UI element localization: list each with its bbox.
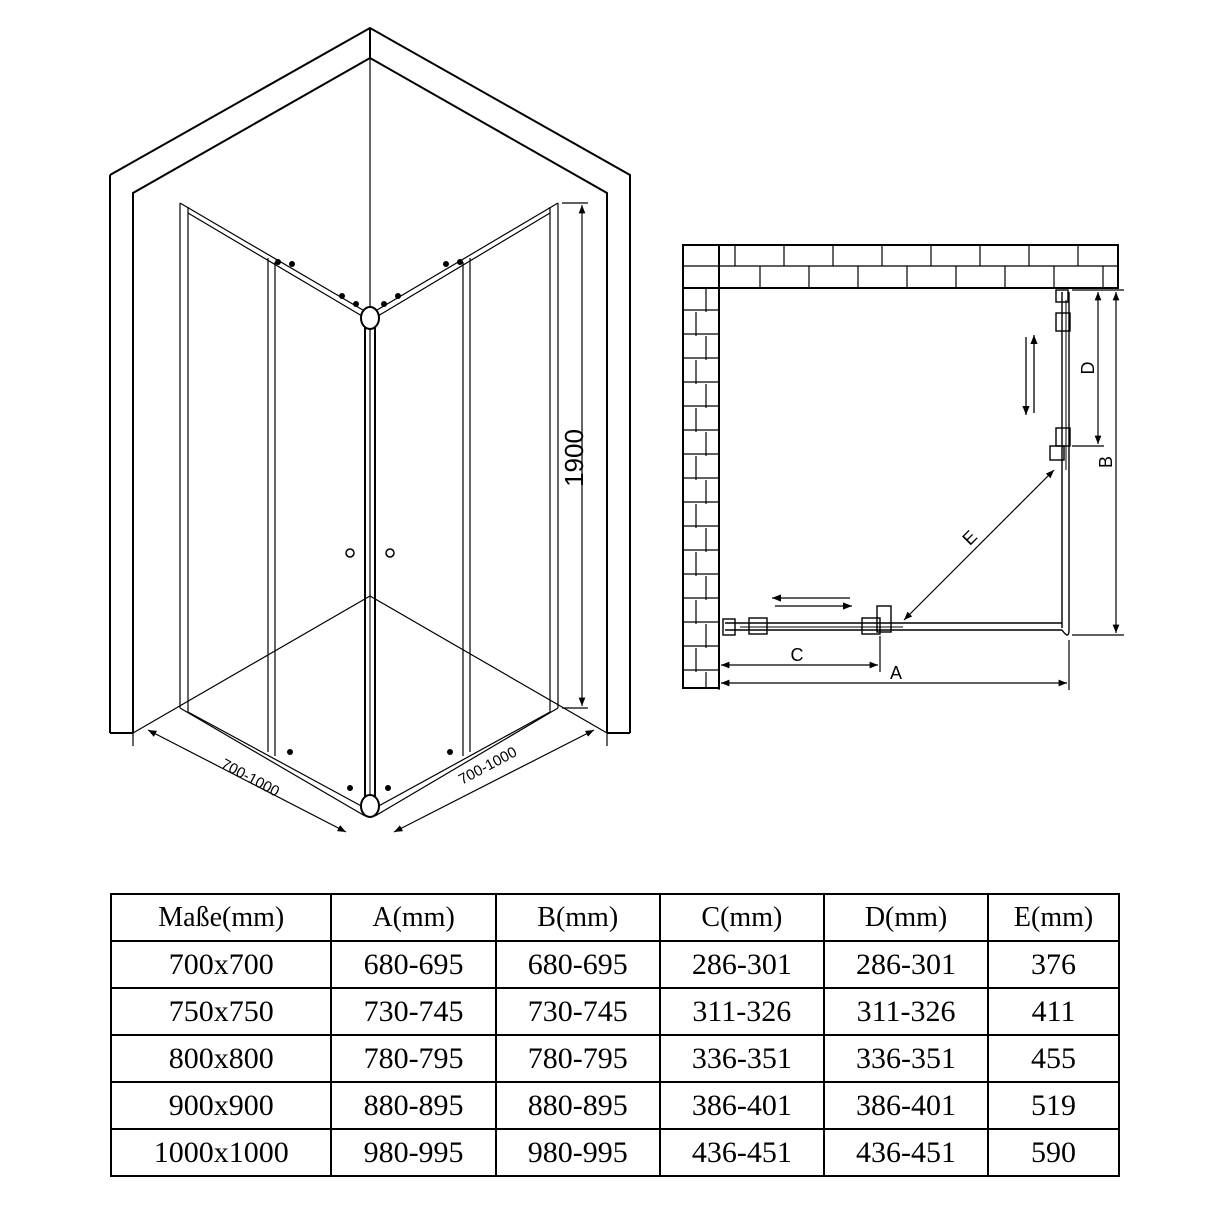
table-cell: 590 [988, 1129, 1119, 1176]
table-cell: 436-451 [660, 1129, 824, 1176]
table-cell: 311-326 [660, 988, 824, 1035]
iso-fittings [275, 259, 463, 791]
iso-corner-post [361, 307, 379, 817]
table-header-cell: A(mm) [331, 894, 495, 941]
table-row [111, 941, 1119, 988]
table-row [111, 1129, 1119, 1176]
table-cell: 376 [988, 941, 1119, 988]
table-cell: 286-301 [660, 941, 824, 988]
table-header-cell: Maße(mm) [111, 894, 331, 941]
iso-height-label: 1900 [559, 429, 589, 487]
dimension-table [110, 893, 1120, 1177]
plan-label-b: B [1096, 455, 1116, 469]
plan-enclosure [723, 290, 1070, 635]
table-cell: 336-351 [824, 1035, 988, 1082]
table-cell: 780-795 [331, 1035, 495, 1082]
table-cell: 750x750 [111, 988, 331, 1035]
plan-label-a: A [889, 663, 903, 683]
table-cell: 680-695 [331, 941, 495, 988]
table-header-row [111, 894, 1119, 941]
table-row [111, 988, 1119, 1035]
iso-right-width-label: 700-1000 [455, 743, 520, 789]
table-cell: 780-795 [496, 1035, 660, 1082]
table-cell: 336-351 [660, 1035, 824, 1082]
table-header-cell: D(mm) [824, 894, 988, 941]
table-cell: 386-401 [824, 1082, 988, 1129]
brick-joints [683, 245, 1103, 688]
table-cell: 455 [988, 1035, 1119, 1082]
plan-sliding-arrows [772, 335, 1034, 606]
table-cell: 700x700 [111, 941, 331, 988]
plan-brick-wall [683, 245, 1118, 688]
plan-view [683, 245, 1124, 690]
table-cell: 900x900 [111, 1082, 331, 1129]
table-cell: 980-995 [496, 1129, 660, 1176]
plan-label-c: C [790, 645, 804, 665]
table-cell: 730-745 [331, 988, 495, 1035]
table-cell: 519 [988, 1082, 1119, 1129]
table-cell: 411 [988, 988, 1119, 1035]
isometric-view [110, 28, 630, 832]
table-cell: 436-451 [824, 1129, 988, 1176]
table-header-cell: B(mm) [496, 894, 660, 941]
table-header-cell: E(mm) [988, 894, 1119, 941]
plan-label-d: D [1078, 361, 1098, 375]
table-cell: 680-695 [496, 941, 660, 988]
table-cell: 880-895 [331, 1082, 495, 1129]
table-header-cell: C(mm) [660, 894, 824, 941]
table-cell: 1000x1000 [111, 1129, 331, 1176]
table-cell: 880-895 [496, 1082, 660, 1129]
table-row [111, 1082, 1119, 1129]
plan-label-e: E [958, 526, 982, 550]
table-row [111, 1035, 1119, 1082]
table-cell: 386-401 [660, 1082, 824, 1129]
iso-left-width-label: 700-1000 [218, 755, 283, 801]
table-cell: 800x800 [111, 1035, 331, 1082]
table-cell: 286-301 [824, 941, 988, 988]
table-cell: 730-745 [496, 988, 660, 1035]
table-cell: 311-326 [824, 988, 988, 1035]
table-cell: 980-995 [331, 1129, 495, 1176]
